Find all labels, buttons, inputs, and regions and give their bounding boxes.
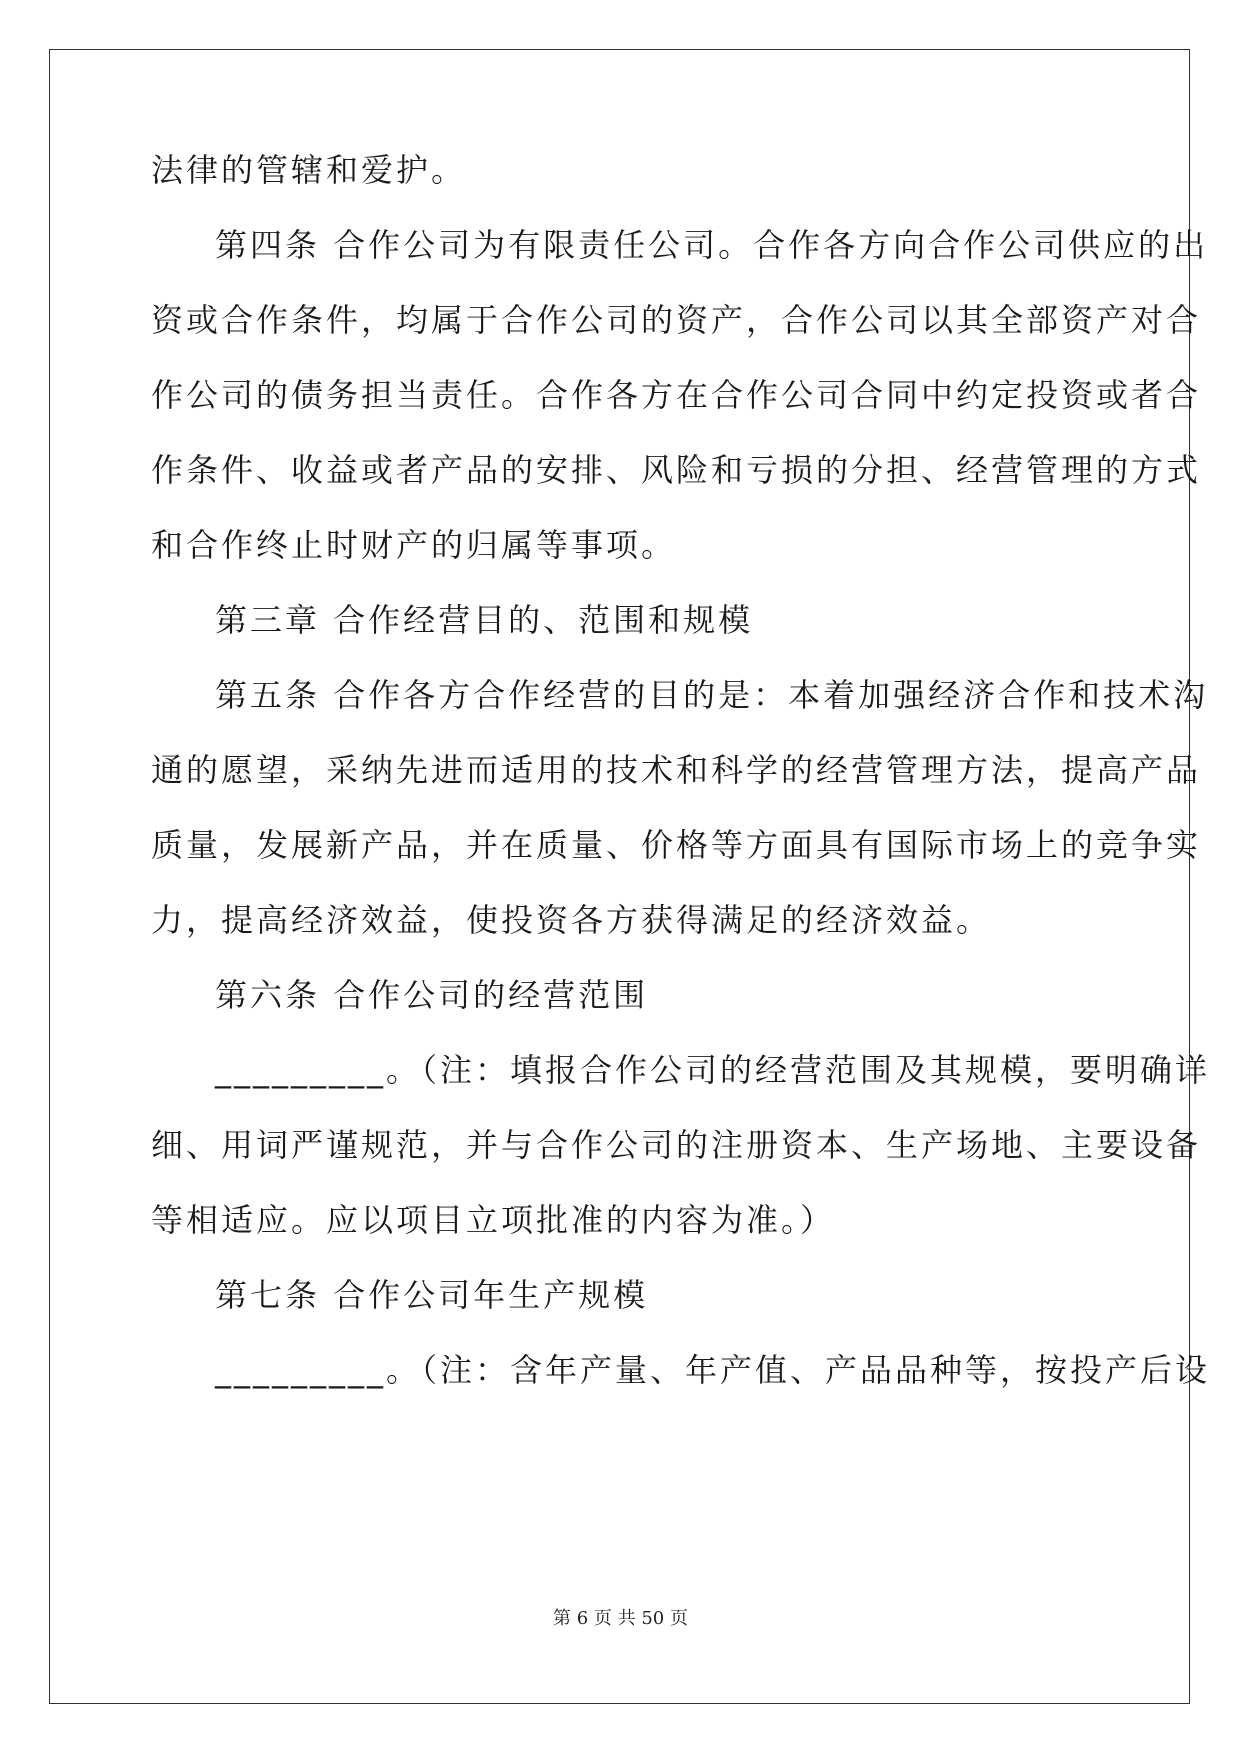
text-line: 细、用词严谨规范，并与合作公司的注册资本、生产场地、主要设备 bbox=[151, 1126, 1202, 1164]
blank-field-business-scope: _________。（注：填报合作公司的经营范围及其规模，要明确详 bbox=[215, 1051, 1211, 1089]
text-line: 作条件、收益或者产品的安排、风险和亏损的分担、经营管理的方式 bbox=[151, 451, 1202, 489]
chapter-3-heading: 第三章 合作经营目的、范围和规模 bbox=[215, 601, 754, 639]
text-line: 等相适应。应以项目立项批准的内容为准。） bbox=[151, 1201, 836, 1239]
text-line: 通的愿望，采纳先进而适用的技术和科学的经营管理方法，提高产品 bbox=[151, 751, 1202, 789]
blank-field-production-scale: _________。（注：含年产量、年产值、产品品种等，按投产后设 bbox=[215, 1351, 1211, 1389]
text-line: 法律的管辖和爱护。 bbox=[151, 151, 467, 189]
text-line: 质量，发展新产品，并在质量、价格等方面具有国际市场上的竞争实 bbox=[151, 826, 1202, 864]
page-border bbox=[49, 49, 1190, 1704]
paragraph-article-4-line: 第四条 合作公司为有限责任公司。合作各方向合作公司供应的出 bbox=[215, 226, 1209, 264]
text-line: 作公司的债务担当责任。合作各方在合作公司合同中约定投资或者合 bbox=[151, 376, 1202, 414]
article-7-heading: 第七条 合作公司年生产规模 bbox=[215, 1276, 649, 1314]
text-line: 和合作终止时财产的归属等事项。 bbox=[151, 526, 677, 564]
text-line: 力，提高经济效益，使投资各方获得满足的经济效益。 bbox=[151, 901, 992, 939]
page-number-footer: 第 6 页 共 50 页 bbox=[553, 1608, 688, 1629]
text-line: 资或合作条件，均属于合作公司的资产，合作公司以其全部资产对合 bbox=[151, 301, 1202, 339]
article-6-heading: 第六条 合作公司的经营范围 bbox=[215, 976, 649, 1014]
paragraph-article-5-line: 第五条 合作各方合作经营的目的是：本着加强经济合作和技术沟 bbox=[215, 676, 1209, 714]
